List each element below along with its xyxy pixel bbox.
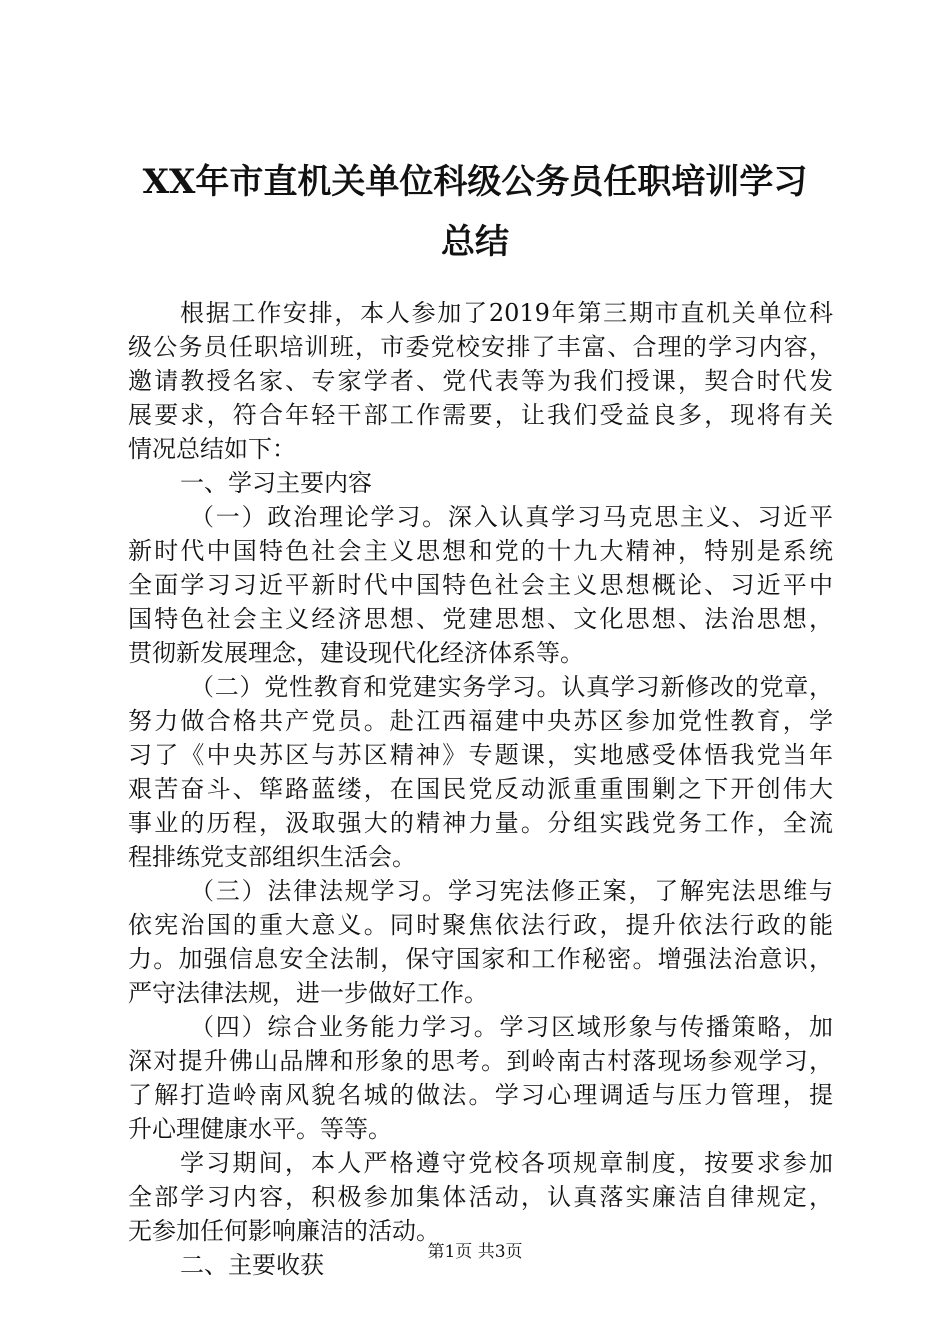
body-line: 情况总结如下： xyxy=(128,435,296,463)
body-line: （二）党性教育和党建实务学习。认真学习新修改的党章， xyxy=(190,673,833,701)
page-footer: 第1页 共3页 xyxy=(427,1242,523,1262)
body-line: 展要求，符合年轻干部工作需要，让我们受益良多，现将有关 xyxy=(128,401,833,429)
body-line: 艰苦奋斗、筚路蓝缕，在国民党反动派重重围剿之下开创伟大 xyxy=(128,775,833,803)
body-line: 力。加强信息安全法制，保守国家和工作秘密。增强法治意识， xyxy=(128,945,833,973)
body-line: 升心理健康水平。等等。 xyxy=(128,1115,392,1143)
body-line: 深对提升佛山品牌和形象的思考。到岭南古村落现场参观学习， xyxy=(128,1047,833,1075)
document-body xyxy=(128,296,833,1282)
body-line: （四）综合业务能力学习。学习区域形象与传播策略，加 xyxy=(190,1013,833,1041)
body-line: 事业的历程，汲取强大的精神力量。分组实践党务工作，全流 xyxy=(128,809,833,837)
body-line: 依宪治国的重大意义。同时聚焦依法行政，提升依法行政的能 xyxy=(128,911,833,939)
body-line: 国特色社会主义经济思想、党建思想、文化思想、法治思想， xyxy=(128,605,833,633)
body-line: 全面学习习近平新时代中国特色社会主义思想概论、习近平中 xyxy=(128,571,833,599)
body-line: 习了《中央苏区与苏区精神》专题课，实地感受体悟我党当年 xyxy=(128,741,833,769)
body-line: 严守法律法规，进一步做好工作。 xyxy=(128,979,488,1007)
document-title-line-1: XX年市直机关单位科级公务员任职培训学习 xyxy=(142,162,808,202)
body-line: 根据工作安排，本人参加了2019年第三期市直机关单位科 xyxy=(180,299,833,327)
body-line: （三）法律法规学习。学习宪法修正案，了解宪法思维与 xyxy=(190,877,833,905)
body-line: 贯彻新发展理念，建设现代化经济体系等。 xyxy=(128,639,584,667)
body-line: 无参加任何影响廉洁的活动。 xyxy=(128,1217,440,1245)
body-line: 级公务员任职培训班，市委党校安排了丰富、合理的学习内容， xyxy=(128,333,833,361)
document-title-line-2: 总结 xyxy=(441,222,509,262)
body-line: 学习期间，本人严格遵守党校各项规章制度，按要求参加 xyxy=(180,1149,833,1177)
body-line: 全部学习内容，积极参加集体活动，认真落实廉洁自律规定， xyxy=(128,1183,833,1211)
body-line: 新时代中国特色社会主义思想和党的十九大精神，特别是系统 xyxy=(128,537,833,565)
body-line: （一）政治理论学习。深入认真学习马克思主义、习近平 xyxy=(190,503,833,531)
section-heading-1: 一、学习主要内容 xyxy=(180,469,372,497)
body-line: 邀请教授名家、专家学者、党代表等为我们授课，契合时代发 xyxy=(128,367,833,395)
body-line: 努力做合格共产党员。赴江西福建中央苏区参加党性教育，学 xyxy=(128,707,833,735)
section-heading-2: 二、主要收获 xyxy=(180,1251,324,1279)
body-line: 程排练党支部组织生活会。 xyxy=(128,843,416,871)
body-line: 了解打造岭南风貌名城的做法。学习心理调适与压力管理，提 xyxy=(128,1081,833,1109)
